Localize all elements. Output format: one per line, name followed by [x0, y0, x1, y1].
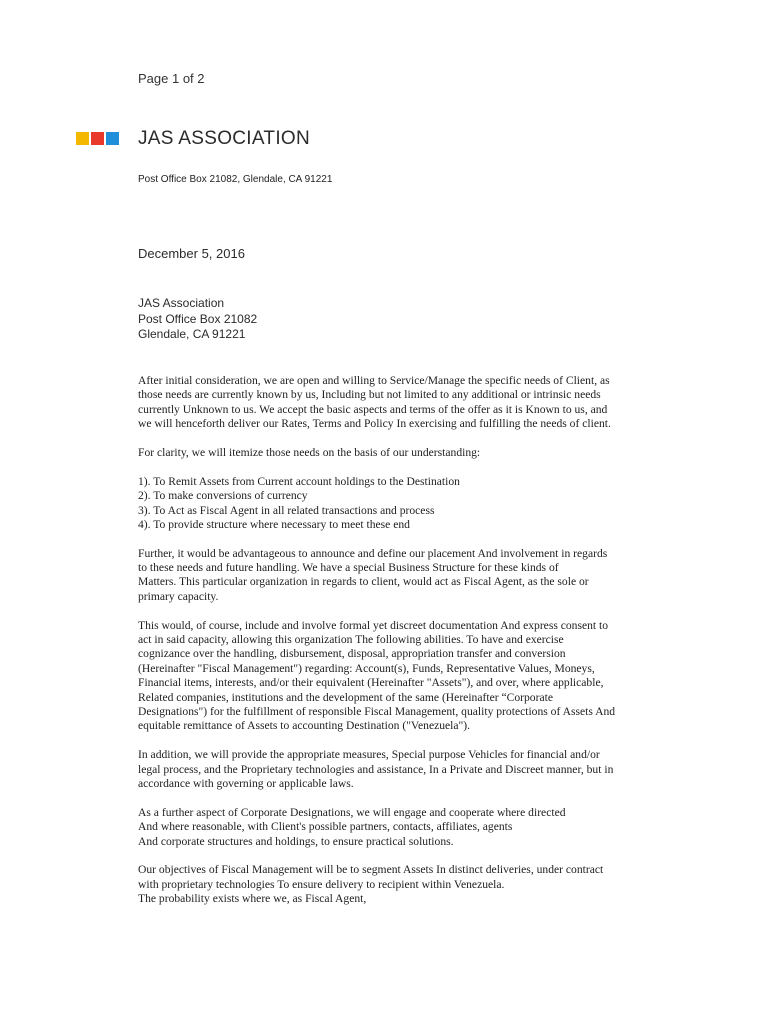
- recipient-line: JAS Association: [138, 296, 225, 310]
- letter-body: [138, 374, 658, 906]
- paragraph-line: 4). To provide structure where necessary to meet these end: [138, 517, 410, 531]
- paragraph-line: This would, of course, include and involve formal yet discreet documentation And express consent to: [138, 618, 609, 632]
- paragraph-line: For clarity, we will itemize those needs on the basis of our understanding:: [138, 445, 481, 459]
- paragraph-line: act in said capacity, allowing this organization The following abilities. To have and exercise: [138, 633, 564, 647]
- logo-square-red: [91, 132, 104, 145]
- letter-paragraph: [138, 374, 658, 432]
- paragraph-line: Our objectives of Fiscal Management will be to segment Assets In distinct deliveries, under contract: [138, 863, 604, 877]
- paragraph-line: accordance with governing or applicable laws.: [138, 776, 354, 790]
- letter-paragraph: [138, 619, 658, 734]
- paragraph-line: those needs are currently known by us, Including but not limited to any additional or intrinsic needs: [138, 388, 601, 402]
- paragraph-spacer: [138, 432, 658, 446]
- paragraph-spacer: [138, 791, 658, 805]
- paragraph-line: The probability exists where we, as Fiscal Agent,: [138, 892, 367, 906]
- letter-paragraph: [138, 806, 658, 849]
- letter-paragraph: [138, 748, 658, 791]
- paragraph-line: with proprietary technologies To ensure delivery to recipient within Venezuela.: [138, 877, 505, 891]
- paragraph-line: to these needs and future handling. We have a special Business Structure for these kinds of: [138, 561, 559, 575]
- paragraph-line: Related companies, institutions and the development of the same (Hereinafter “Corporate: [138, 690, 553, 704]
- organization-name: JAS ASSOCIATION: [138, 128, 311, 149]
- recipient-line: Glendale, CA 91221: [138, 327, 246, 341]
- paragraph-line: primary capacity.: [138, 589, 219, 603]
- page-number: Page 1 of 2: [138, 71, 205, 86]
- letter-paragraph: [138, 863, 658, 906]
- paragraph-line: 2). To make conversions of currency: [138, 489, 308, 503]
- recipient-line: Post Office Box 21082: [138, 311, 258, 326]
- letter-paragraph: [138, 475, 658, 533]
- paragraph-spacer: [138, 532, 658, 546]
- paragraph-line: 1). To Remit Assets from Current account holdings to the Destination: [138, 474, 460, 488]
- letter-paragraph: [138, 446, 658, 460]
- paragraph-line: Matters. This particular organization in regards to client, would act as Fiscal Agent, as the sole or: [138, 575, 589, 589]
- paragraph-line: equitable remittance of Assets to accounting Destination ("Venezuela").: [138, 719, 471, 733]
- paragraph-line: Financial items, interests, and/or their equivalent (Hereinafter "Assets"), and over, where applicable,: [138, 676, 604, 690]
- paragraph-line: cognizance over the handling, disbursement, disposal, appropriation transfer and conversion: [138, 647, 566, 661]
- paragraph-line: we will henceforth deliver our Rates, Terms and Policy In exercising and fulfilling the needs of client.: [138, 417, 611, 431]
- paragraph-line: And where reasonable, with Client's possible partners, contacts, affiliates, agents: [138, 820, 513, 834]
- recipient-address-block: [138, 296, 257, 343]
- paragraph-line: And corporate structures and holdings, to ensure practical solutions.: [138, 834, 454, 848]
- logo-square-yellow: [76, 132, 89, 145]
- letter-date: December 5, 2016: [138, 246, 245, 261]
- letter-paragraph: [138, 547, 658, 605]
- organization-address: Post Office Box 21082, Glendale, CA 91221: [138, 174, 333, 185]
- paragraph-line: 3). To Act as Fiscal Agent in all related transactions and process: [138, 503, 435, 517]
- paragraph-line: (Hereinafter "Fiscal Management") regarding: Account(s), Funds, Representative Values, Moneys,: [138, 661, 595, 675]
- paragraph-line: Designations") for the fulfillment of responsible Fiscal Management, quality protections of Assets And: [138, 704, 616, 718]
- logo-square-blue: [106, 132, 119, 145]
- paragraph-line: As a further aspect of Corporate Designations, we will engage and cooperate where directed: [138, 805, 566, 819]
- paragraph-line: currently Unknown to us. We accept the basic aspects and terms of the offer as it is Known to us, and: [138, 402, 608, 416]
- paragraph-line: After initial consideration, we are open and willing to Service/Manage the specific needs of Client, as: [138, 374, 610, 387]
- paragraph-spacer: [138, 604, 658, 618]
- paragraph-line: legal process, and the Proprietary technologies and assistance, In a Private and Discreet manner, but in: [138, 762, 614, 776]
- paragraph-line: In addition, we will provide the appropriate measures, Special purpose Vehicles for financial and/or: [138, 748, 600, 762]
- paragraph-line: Further, it would be advantageous to announce and define our placement And involvement in regards: [138, 546, 608, 560]
- paragraph-spacer: [138, 849, 658, 863]
- logo-squares: [76, 132, 119, 145]
- paragraph-spacer: [138, 734, 658, 748]
- paragraph-spacer: [138, 460, 658, 474]
